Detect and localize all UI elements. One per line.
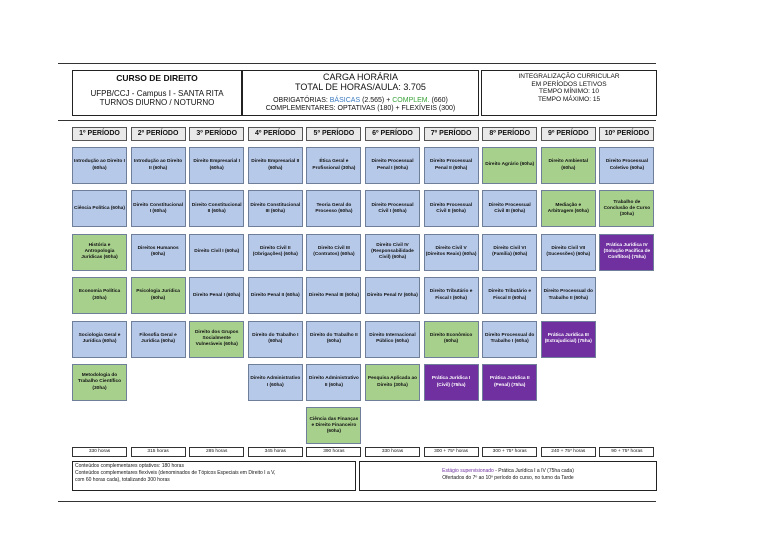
top-rule	[58, 63, 656, 64]
course-cell: Direito dos Grupos Socialmente Vulneráveis (60ha)	[189, 321, 244, 358]
period-total-8: 300 + 75* horas	[482, 447, 537, 457]
period-total-1: 330 horas	[72, 447, 127, 457]
workload-mandatory	[243, 97, 478, 104]
course-cell: História e Antropologia Jurídicas (60ha)	[72, 234, 127, 271]
course-cell: Direito Constitucional I (60ha)	[131, 190, 186, 227]
course-cell: Mediação e Arbitragem (60ha)	[541, 190, 596, 227]
period-header-10: 10º PERÍODO	[599, 127, 654, 141]
mandatory-basic: BÁSICAS	[329, 97, 361, 104]
course-cell: Ciência Política (60ha)	[72, 190, 127, 227]
course-cell: Pesquisa Aplicada ao Direito (30ha)	[365, 364, 420, 401]
course-cell: Direito Civil VI (Família) (60ha)	[482, 234, 537, 271]
course-title: CURSO DE DIREITO	[116, 73, 198, 83]
period-header-5: 5º PERÍODO	[306, 127, 361, 141]
course-cell: Direito Administrativo I (60ha)	[248, 364, 303, 401]
course-cell: Direito do Trabalho II (60ha)	[306, 321, 361, 358]
mandatory-complementary: COMPLEM.	[392, 97, 430, 104]
course-cell: Psicologia Jurídica (60ha)	[131, 277, 186, 314]
course-cell: Direito do Trabalho I (60ha)	[248, 321, 303, 358]
course-cell: Direito Ambiental (60ha)	[541, 147, 596, 184]
mandatory-basic-value: (2.565) +	[360, 97, 393, 104]
curricular-integration-box	[481, 70, 657, 116]
period-total-9: 240 + 75* horas	[541, 447, 596, 457]
course-cell: Direito Econômico (60ha)	[424, 321, 479, 358]
period-header-1: 1º PERÍODO	[72, 127, 127, 141]
internship-notes	[359, 461, 657, 491]
note-flexible-total: com 60 horas cada), totalizando 300 horas	[75, 476, 170, 483]
internship-schedule: Ofertados do 7º ao 10º período do curso, no turno da Tarde	[442, 474, 574, 481]
internship-detail: - Prática Jurídica I a IV (75ha cada)	[493, 468, 574, 474]
course-cell: Sociologia Geral e Jurídica (60ha)	[72, 321, 127, 358]
period-total-5: 390 horas	[306, 447, 361, 457]
course-cell: Direito Civil V (Direitos Reais) (60ha)	[424, 234, 479, 271]
course-cell: Prática Jurídica III (Extrajudicial) (75ha)	[541, 321, 596, 358]
course-cell: Direito Processual Coletivo (60ha)	[599, 147, 654, 184]
period-header-6: 6º PERÍODO	[365, 127, 420, 141]
course-cell: Filosofia Geral e Jurídica (60ha)	[131, 321, 186, 358]
note-optional: Conteúdos complementares optativos: 180 horas	[75, 463, 184, 469]
course-cell: Direito Processual do Trabalho II (60ha)	[541, 277, 596, 314]
integration-title: INTEGRALIZAÇÃO CURRICULAR	[518, 73, 620, 80]
course-cell: Direito Processual Civil II (60ha)	[424, 190, 479, 227]
course-cell: Direito Administrativo II (60ha)	[306, 364, 361, 401]
course-cell: Economia Política (30ha)	[72, 277, 127, 314]
course-cell: Direito Processual Civil I (60ha)	[365, 190, 420, 227]
internship-highlight: Estágio supervisionado	[442, 468, 494, 474]
course-cell: Direito Penal I (60ha)	[189, 277, 244, 314]
course-cell: Ciência das Finanças e Direito Financeiro (60ha)	[306, 407, 361, 444]
workload-complementary: COMPLEMENTARES: OPTATIVAS (180) + FLEXÍVEIS (300)	[265, 105, 456, 112]
period-total-4: 345 horas	[248, 447, 303, 457]
course-cell: Direito Civil I (60ha)	[189, 234, 244, 271]
course-campus: UFPB/CCJ - Campus I - SANTA RITA	[90, 88, 224, 98]
complementary-notes	[72, 461, 356, 491]
period-total-2: 315 horas	[131, 447, 186, 457]
course-cell: Direito Tributário e Fiscal I (60ha)	[424, 277, 479, 314]
period-header-3: 3º PERÍODO	[189, 127, 244, 141]
course-cell: Direito Empresarial I (60ha)	[189, 147, 244, 184]
course-cell: Direito Empresarial II (60ha)	[248, 147, 303, 184]
course-cell: Direito Civil IV (Responsabilidade Civil) (60ha)	[365, 234, 420, 271]
course-info-box	[72, 70, 242, 116]
course-cell: Introdução ao Direito I (60ha)	[72, 147, 127, 184]
min-time: TEMPO MÍNIMO: 10	[539, 88, 599, 95]
course-cell: Prática Jurídica I (Civil) (75ha)	[424, 364, 479, 401]
period-header-7: 7º PERÍODO	[424, 127, 479, 141]
course-cell: Metodologia do Trabalho Científico (30ha)	[72, 364, 127, 401]
course-cell: Direito Internacional Público (60ha)	[365, 321, 420, 358]
course-cell: Introdução ao Direito II (60ha)	[131, 147, 186, 184]
course-cell: Prática Jurídica II (Penal) (75ha)	[482, 364, 537, 401]
workload-box	[242, 70, 479, 116]
course-cell: Trabalho de Conclusão de Curso (30ha)	[599, 190, 654, 227]
course-cell: Direito Constitucional III (60ha)	[248, 190, 303, 227]
course-cell: Direito Penal IV (60ha)	[365, 277, 420, 314]
course-cell: Direito Processual Penal I (60ha)	[365, 147, 420, 184]
integration-subtitle: EM PERÍODOS LETIVOS	[531, 80, 607, 88]
note-flexible: Conteúdos complementares flexíveis (denominados de Tópicos Especiais em Direito I a V,	[75, 469, 276, 476]
course-cell: Direito Civil VII (Sucessões) (60ha)	[541, 234, 596, 271]
mandatory-complementary-value: (660)	[429, 97, 448, 104]
mandatory-prefix: OBRIGATÓRIAS:	[273, 97, 330, 104]
course-cell: Teoria Geral do Processo (60ha)	[306, 190, 361, 227]
course-cell: Prática Jurídica IV (Solução Pacífica de Conflitos) (75ha)	[599, 234, 654, 271]
course-cell: Direito Penal II (60ha)	[248, 277, 303, 314]
course-shifts: TURNOS DIURNO / NOTURNO	[99, 97, 215, 107]
course-cell: Direito Civil III (Contratos) (60ha)	[306, 234, 361, 271]
period-total-3: 285 horas	[189, 447, 244, 457]
course-cell: Direito Processual do Trabalho I (60ha)	[482, 321, 537, 358]
course-cell: Ética Geral e Profissional (30ha)	[306, 147, 361, 184]
course-cell: Direito Civil II (Obrigações) (60ha)	[248, 234, 303, 271]
period-total-6: 330 horas	[365, 447, 420, 457]
workload-total: TOTAL DE HORAS/AULA: 3.705	[295, 82, 426, 92]
internship-line	[362, 468, 654, 475]
period-header-8: 8º PERÍODO	[482, 127, 537, 141]
course-cell: Direito Constitucional II (60ha)	[189, 190, 244, 227]
course-cell: Direitos Humanos (60ha)	[131, 234, 186, 271]
course-cell: Direito Penal III (60ha)	[306, 277, 361, 314]
period-header-2: 2º PERÍODO	[131, 127, 186, 141]
course-cell: Direito Processual Civil III (60ha)	[482, 190, 537, 227]
max-time: TEMPO MÁXIMO: 15	[537, 95, 601, 103]
period-total-7: 300 + 75* horas	[424, 447, 479, 457]
course-cell: Direito Tributário e Fiscal II (60ha)	[482, 277, 537, 314]
period-total-10: 90 + 75* horas	[599, 447, 654, 457]
bottom-rule	[58, 501, 656, 502]
course-cell: Direito Agrário (60ha)	[482, 147, 537, 184]
period-header-4: 4º PERÍODO	[248, 127, 303, 141]
header-rule	[58, 120, 656, 121]
course-cell: Direito Processual Penal II (60ha)	[424, 147, 479, 184]
period-header-9: 9º PERÍODO	[541, 127, 596, 141]
workload-title: CARGA HORÁRIA	[322, 72, 398, 82]
